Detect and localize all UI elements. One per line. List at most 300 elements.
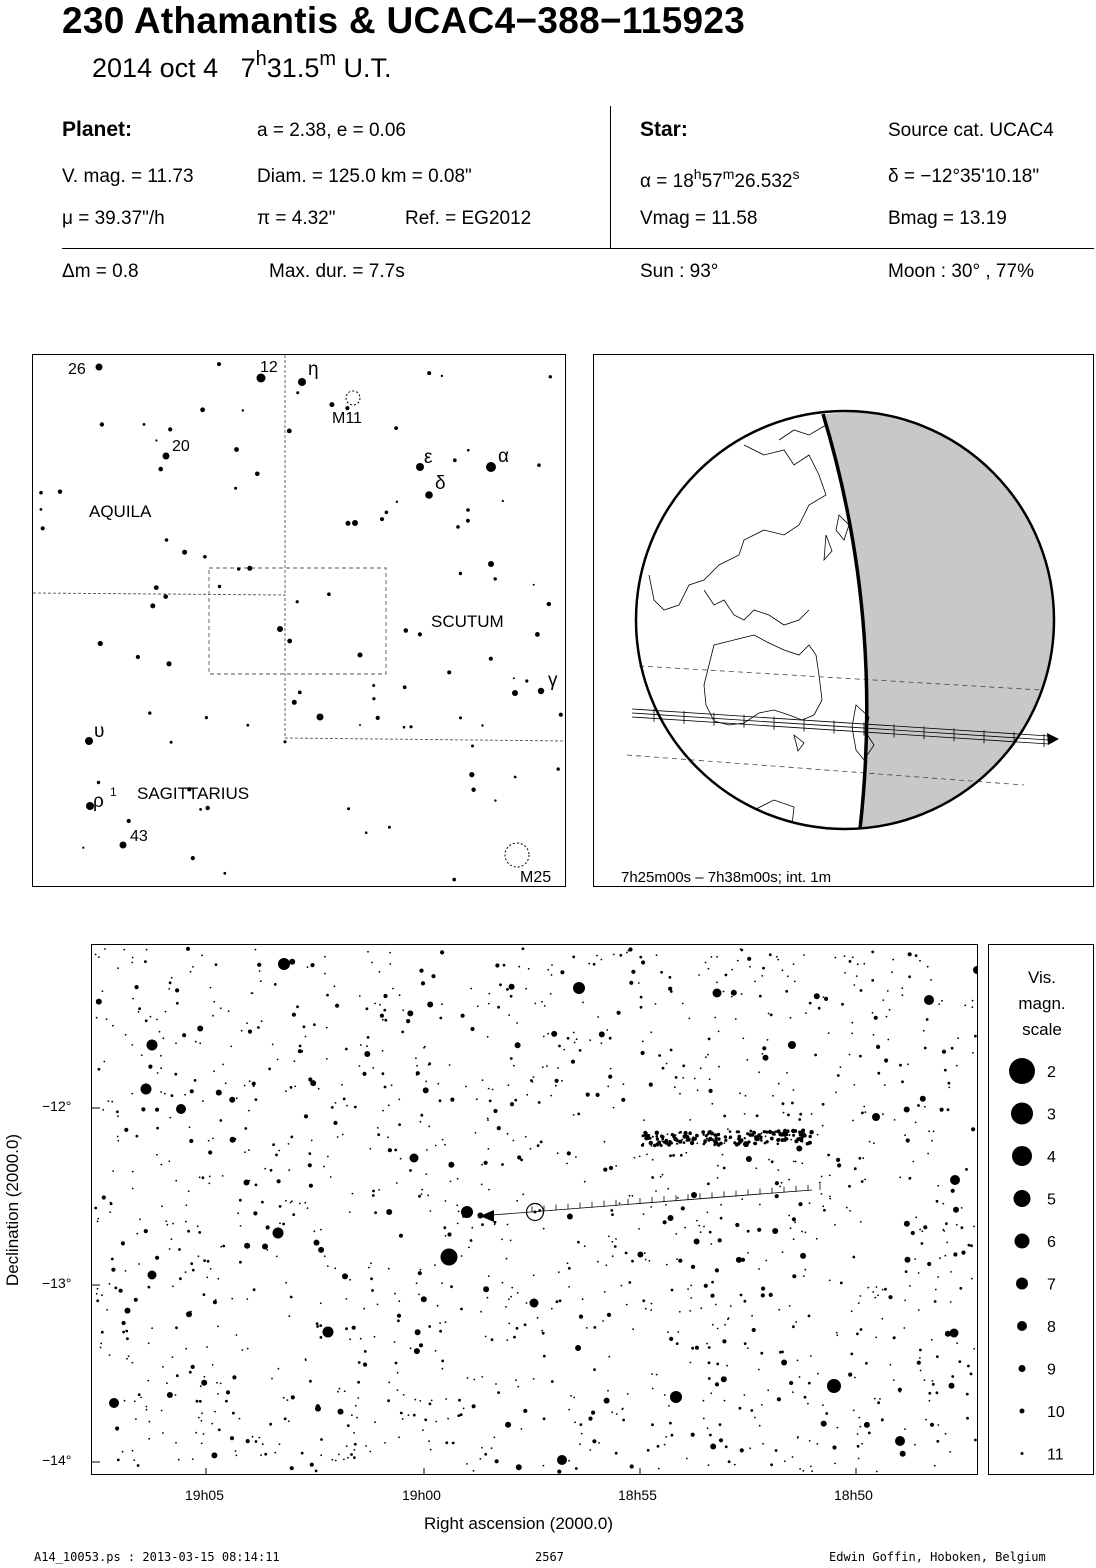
chart-star bbox=[439, 1322, 441, 1324]
chart-star bbox=[148, 1438, 150, 1440]
chart-star bbox=[506, 988, 509, 991]
legend-dot-2 bbox=[1009, 1058, 1035, 1084]
chart-star bbox=[326, 1058, 328, 1060]
chart-star bbox=[606, 1029, 608, 1031]
finder-star bbox=[327, 592, 331, 596]
chart-star bbox=[577, 1113, 580, 1116]
chart-star bbox=[125, 1330, 128, 1333]
chart-star bbox=[625, 1252, 628, 1255]
chart-star bbox=[749, 966, 751, 968]
chart-star bbox=[461, 1014, 465, 1018]
chart-star bbox=[905, 1257, 911, 1263]
chart-star bbox=[392, 988, 394, 990]
chart-star bbox=[179, 1277, 182, 1280]
chart-star bbox=[220, 1007, 222, 1009]
chart-star bbox=[345, 1327, 348, 1330]
chart-star bbox=[740, 1294, 743, 1297]
chart-star bbox=[967, 1365, 970, 1368]
chart-star bbox=[924, 1379, 926, 1381]
chart-star bbox=[470, 1239, 473, 1242]
chart-star bbox=[522, 947, 525, 950]
band-star bbox=[765, 1140, 768, 1143]
chart-star bbox=[792, 1456, 794, 1458]
chart-star bbox=[720, 1217, 723, 1220]
band-star bbox=[695, 1134, 699, 1138]
chart-star bbox=[543, 1228, 545, 1230]
chart-star bbox=[516, 1327, 519, 1330]
chart-star bbox=[168, 1160, 170, 1162]
chart-star bbox=[905, 1270, 908, 1273]
finder-star bbox=[223, 872, 226, 875]
chart-star bbox=[123, 949, 125, 951]
chart-star bbox=[131, 1093, 133, 1095]
chart-star bbox=[161, 1410, 163, 1412]
chart-star bbox=[104, 948, 106, 950]
chart-star bbox=[172, 1356, 174, 1358]
chart-star bbox=[125, 1034, 127, 1036]
chart-star bbox=[757, 1228, 761, 1232]
chart-star bbox=[212, 1138, 214, 1140]
chart-star bbox=[206, 1277, 208, 1279]
chart-star bbox=[526, 1094, 528, 1096]
chart-star bbox=[421, 1193, 423, 1195]
chart-star bbox=[422, 1429, 424, 1431]
chart-star bbox=[901, 987, 903, 989]
chart-star bbox=[848, 1185, 851, 1188]
chart-star bbox=[790, 1017, 792, 1019]
chart-star bbox=[416, 1071, 420, 1075]
chart-star bbox=[457, 1223, 459, 1225]
chart-star bbox=[169, 1117, 171, 1119]
chart-star bbox=[219, 1119, 222, 1122]
chart-star bbox=[924, 1047, 927, 1050]
chart-star bbox=[382, 1110, 384, 1112]
ra-tick-1855: 18h55 bbox=[618, 1487, 657, 1503]
chart-star bbox=[239, 1418, 241, 1420]
chart-star bbox=[184, 1094, 186, 1096]
chart-star bbox=[128, 1355, 130, 1357]
chart-star bbox=[861, 1112, 864, 1115]
chart-star bbox=[264, 1453, 267, 1456]
chart-star bbox=[144, 1229, 148, 1233]
chart-star bbox=[939, 1257, 941, 1259]
chart-star bbox=[772, 1095, 774, 1097]
chart-star bbox=[447, 1232, 451, 1236]
chart-star bbox=[272, 1044, 274, 1046]
chart-star bbox=[509, 984, 515, 990]
chart-star bbox=[735, 1223, 739, 1227]
chart-star bbox=[819, 1182, 821, 1184]
chart-star bbox=[505, 1422, 511, 1428]
chart-star bbox=[160, 1055, 162, 1057]
band-star bbox=[661, 1137, 664, 1140]
chart-star bbox=[441, 1249, 458, 1266]
chart-star bbox=[311, 1140, 313, 1142]
chart-star bbox=[231, 1298, 233, 1300]
chart-star bbox=[521, 1428, 523, 1430]
chart-star bbox=[644, 1252, 646, 1254]
chart-star bbox=[508, 1323, 510, 1325]
chart-star bbox=[220, 1383, 222, 1385]
planet-vmag: V. mag. = 11.73 bbox=[62, 166, 194, 187]
ra-tick-1900: 19h00 bbox=[402, 1487, 441, 1503]
chart-star bbox=[724, 1324, 726, 1326]
finder-star bbox=[466, 519, 470, 523]
chart-star bbox=[288, 1169, 290, 1171]
chart-star bbox=[156, 1019, 158, 1021]
chart-star bbox=[758, 1071, 760, 1073]
chart-star bbox=[97, 1288, 99, 1290]
chart-star bbox=[713, 989, 722, 998]
chart-star bbox=[449, 1064, 451, 1066]
band-star bbox=[753, 1142, 757, 1146]
chart-star bbox=[290, 1296, 293, 1299]
chart-star bbox=[930, 979, 932, 981]
chart-star bbox=[899, 1064, 902, 1067]
chart-star bbox=[655, 1003, 657, 1005]
chart-star bbox=[363, 1308, 365, 1310]
chart-star bbox=[652, 1159, 654, 1161]
chart-star bbox=[658, 1054, 661, 1057]
constellation-aquila: AQUILA bbox=[89, 502, 152, 521]
chart-star bbox=[450, 1098, 454, 1102]
chart-star bbox=[156, 1127, 159, 1130]
chart-star bbox=[484, 1161, 488, 1165]
chart-star bbox=[691, 1265, 695, 1269]
chart-star bbox=[349, 1338, 351, 1340]
legend-svg bbox=[989, 945, 1094, 1475]
chart-star bbox=[968, 1244, 971, 1247]
chart-star bbox=[611, 1411, 613, 1413]
chart-star bbox=[793, 963, 795, 965]
chart-star bbox=[739, 1407, 742, 1410]
chart-star bbox=[656, 1374, 658, 1376]
chart-star bbox=[849, 1210, 851, 1212]
chart-star bbox=[397, 1372, 399, 1374]
chart-star bbox=[165, 1011, 167, 1013]
chart-star bbox=[248, 1149, 250, 1151]
chart-star bbox=[551, 974, 553, 976]
band-star bbox=[792, 1134, 795, 1137]
chart-star bbox=[435, 1421, 437, 1423]
chart-star bbox=[485, 1336, 487, 1338]
chart-star bbox=[608, 1075, 612, 1079]
chart-star bbox=[971, 1278, 973, 1280]
event-date: 2014 oct 4 bbox=[92, 53, 219, 83]
chart-star bbox=[441, 1360, 444, 1363]
chart-star bbox=[573, 1032, 575, 1034]
chart-star bbox=[793, 1238, 795, 1240]
globe-svg bbox=[594, 355, 1094, 887]
chart-star bbox=[365, 1445, 367, 1447]
chart-star bbox=[762, 1046, 766, 1050]
chart-star bbox=[476, 1098, 478, 1100]
chart-star bbox=[418, 1294, 420, 1296]
chart-star bbox=[518, 966, 520, 968]
chart-star bbox=[313, 1230, 315, 1232]
chart-star bbox=[886, 1016, 888, 1018]
chart-star bbox=[360, 1044, 362, 1046]
chart-star bbox=[705, 1056, 707, 1058]
finder-star bbox=[418, 632, 422, 636]
legend-mag-8: 8 bbox=[1047, 1319, 1056, 1336]
chart-star bbox=[731, 996, 733, 998]
chart-star bbox=[577, 1241, 580, 1244]
chart-star bbox=[510, 1240, 512, 1242]
chart-star bbox=[596, 955, 598, 957]
chart-star bbox=[593, 1368, 596, 1371]
chart-star bbox=[137, 1464, 140, 1467]
chart-star bbox=[921, 1230, 923, 1232]
chart-star bbox=[266, 1225, 270, 1229]
chart-star bbox=[132, 1450, 134, 1452]
chart-star bbox=[727, 1128, 729, 1130]
chart-star bbox=[656, 954, 658, 956]
chart-star bbox=[844, 955, 846, 957]
chart-star bbox=[386, 1209, 392, 1215]
chart-star bbox=[330, 1176, 332, 1178]
chart-star bbox=[610, 1209, 613, 1212]
chart-star bbox=[927, 1153, 929, 1155]
chart-star bbox=[799, 1113, 802, 1116]
band-star bbox=[735, 1142, 739, 1146]
band-star bbox=[674, 1134, 677, 1137]
chart-star bbox=[96, 1293, 98, 1295]
chart-star bbox=[109, 1398, 119, 1408]
chart-star bbox=[953, 1207, 959, 1213]
chart-star bbox=[875, 1297, 877, 1299]
chart-star bbox=[515, 1379, 517, 1381]
chart-star bbox=[801, 1163, 803, 1165]
chart-star bbox=[974, 1035, 977, 1038]
chart-star bbox=[175, 1442, 177, 1444]
chart-star bbox=[686, 1458, 688, 1460]
chart-star bbox=[579, 1315, 583, 1319]
chart-star bbox=[660, 971, 663, 974]
chart-star bbox=[460, 1308, 463, 1311]
finder-star bbox=[488, 561, 494, 567]
chart-star bbox=[117, 1459, 120, 1462]
chart-star bbox=[558, 1045, 561, 1048]
finder-star bbox=[352, 520, 358, 526]
chart-star bbox=[724, 1400, 726, 1402]
chart-star bbox=[769, 1293, 773, 1297]
chart-star bbox=[530, 1148, 532, 1150]
finder-star bbox=[163, 594, 168, 599]
cluster-m11-icon bbox=[346, 391, 360, 405]
chart-star bbox=[610, 1068, 612, 1070]
chart-star bbox=[124, 1400, 126, 1402]
chart-star bbox=[971, 1127, 975, 1131]
band-star bbox=[768, 1130, 772, 1134]
chart-star bbox=[949, 1451, 951, 1453]
cluster-label-m11: M11 bbox=[332, 410, 362, 427]
legend-dot-8 bbox=[1017, 1321, 1027, 1331]
chart-star bbox=[156, 1154, 158, 1156]
finder-star bbox=[486, 462, 496, 472]
band-star bbox=[649, 1141, 653, 1145]
legend-dot-4 bbox=[1012, 1146, 1032, 1166]
chart-star bbox=[508, 1014, 510, 1016]
chart-star bbox=[262, 1244, 268, 1250]
chart-star bbox=[337, 1391, 339, 1393]
chart-star bbox=[931, 1140, 933, 1142]
chart-star bbox=[513, 1065, 515, 1067]
chart-star bbox=[355, 1405, 357, 1407]
chart-star bbox=[873, 1034, 875, 1036]
chart-star bbox=[443, 1226, 446, 1229]
finder-star bbox=[191, 856, 195, 860]
footer-page: 2567 bbox=[535, 1550, 564, 1564]
chart-star bbox=[700, 1307, 702, 1309]
chart-star bbox=[493, 1437, 495, 1439]
chart-star bbox=[639, 1156, 641, 1158]
chart-star bbox=[582, 987, 584, 989]
chart-star bbox=[445, 1398, 447, 1400]
chart-star bbox=[217, 1326, 219, 1328]
chart-star bbox=[816, 1238, 818, 1240]
chart-star bbox=[665, 1204, 667, 1206]
chart-star bbox=[710, 1243, 712, 1245]
chart-star bbox=[894, 1119, 896, 1121]
chart-star bbox=[410, 1347, 412, 1349]
chart-star bbox=[189, 1139, 193, 1143]
chart-star bbox=[616, 1413, 618, 1415]
chart-star bbox=[138, 1007, 141, 1010]
chart-star bbox=[765, 1135, 767, 1137]
chart-star bbox=[547, 969, 549, 971]
finder-star bbox=[358, 653, 363, 658]
chart-star bbox=[667, 1188, 669, 1190]
chart-star bbox=[526, 1302, 528, 1304]
chart-star bbox=[374, 1421, 376, 1423]
chart-star bbox=[310, 1463, 314, 1467]
chart-star bbox=[210, 987, 212, 989]
chart-star bbox=[621, 1285, 623, 1287]
chart-star bbox=[111, 1258, 114, 1261]
chart-star bbox=[519, 1466, 521, 1468]
chart-star bbox=[816, 1443, 818, 1445]
chart-star bbox=[810, 1355, 812, 1357]
finder-star bbox=[388, 826, 391, 829]
band-star bbox=[655, 1131, 659, 1135]
chart-star bbox=[714, 1017, 716, 1019]
chart-star bbox=[134, 1400, 136, 1402]
chart-star bbox=[861, 1443, 863, 1445]
chart-star bbox=[666, 1264, 668, 1266]
chart-star bbox=[270, 1169, 273, 1172]
finder-chart bbox=[32, 354, 566, 887]
finder-star bbox=[234, 447, 239, 452]
chart-star bbox=[212, 1015, 214, 1017]
chart-star bbox=[865, 1362, 868, 1365]
ra-tick-1905: 19h05 bbox=[185, 1487, 224, 1503]
chart-star bbox=[439, 1330, 442, 1333]
chart-star bbox=[950, 1271, 952, 1273]
finder-star bbox=[385, 511, 389, 515]
chart-star bbox=[253, 1288, 256, 1291]
chart-star bbox=[941, 1000, 943, 1002]
chart-star bbox=[881, 1318, 883, 1320]
chart-star bbox=[176, 1374, 179, 1377]
chart-star bbox=[326, 994, 329, 997]
band-star bbox=[763, 1130, 766, 1133]
event-hour: 7 bbox=[240, 53, 256, 83]
chart-star bbox=[884, 1084, 886, 1086]
chart-star bbox=[487, 1118, 489, 1120]
chart-star bbox=[848, 1373, 852, 1377]
chart-star bbox=[958, 1360, 961, 1363]
chart-star bbox=[790, 1227, 792, 1229]
chart-star bbox=[222, 1245, 225, 1248]
chart-star bbox=[797, 1360, 799, 1362]
chart-star bbox=[109, 1354, 111, 1356]
chart-star bbox=[327, 1265, 329, 1267]
chart-star bbox=[615, 1165, 617, 1167]
chart-star bbox=[126, 1337, 129, 1340]
chart-star bbox=[630, 1464, 634, 1468]
chart-star bbox=[236, 1097, 238, 1099]
chart-star bbox=[589, 1449, 591, 1451]
chart-star bbox=[372, 1190, 375, 1193]
chart-star bbox=[165, 1220, 167, 1222]
chart-star bbox=[370, 1262, 372, 1264]
chart-star bbox=[203, 1293, 206, 1296]
chart-star bbox=[651, 1176, 654, 1179]
chart-star bbox=[973, 1226, 975, 1228]
finder-star bbox=[296, 391, 299, 394]
chart-star bbox=[334, 1267, 336, 1269]
chart-star bbox=[136, 1135, 139, 1138]
chart-star bbox=[546, 1065, 548, 1067]
chart-star bbox=[747, 1230, 750, 1233]
legend-mag-3: 3 bbox=[1047, 1106, 1056, 1124]
chart-star bbox=[759, 1425, 761, 1427]
chart-star bbox=[303, 1025, 306, 1028]
chart-star bbox=[723, 991, 725, 993]
chart-star bbox=[147, 1040, 158, 1051]
chart-star bbox=[797, 1436, 799, 1438]
finder-star bbox=[98, 641, 103, 646]
chart-star bbox=[770, 1014, 773, 1017]
chart-star bbox=[857, 963, 859, 965]
chart-star bbox=[638, 1228, 640, 1230]
chart-star bbox=[488, 1148, 490, 1150]
chart-star bbox=[864, 1111, 866, 1113]
footer-file: A14_10053.ps : 2013-03-15 08:14:11 bbox=[34, 1550, 280, 1564]
chart-star bbox=[758, 1268, 760, 1270]
chart-star bbox=[973, 966, 978, 974]
chart-star bbox=[925, 1419, 927, 1421]
chart-star bbox=[186, 1311, 192, 1317]
chart-star bbox=[829, 1280, 831, 1282]
finder-star bbox=[409, 725, 412, 728]
finder-star bbox=[513, 677, 515, 679]
chart-star bbox=[761, 1293, 765, 1297]
chart-star bbox=[257, 963, 261, 967]
chart-star bbox=[726, 1365, 728, 1367]
chart-star bbox=[414, 1399, 416, 1401]
chart-star bbox=[890, 1364, 892, 1366]
chart-star bbox=[829, 1196, 831, 1198]
chart-star bbox=[421, 1189, 423, 1191]
chart-star bbox=[288, 1315, 290, 1317]
chart-star bbox=[860, 1328, 863, 1331]
chart-star bbox=[567, 1037, 570, 1040]
chart-star bbox=[928, 1392, 931, 1395]
chart-star bbox=[782, 969, 784, 971]
chart-star bbox=[669, 1154, 672, 1157]
